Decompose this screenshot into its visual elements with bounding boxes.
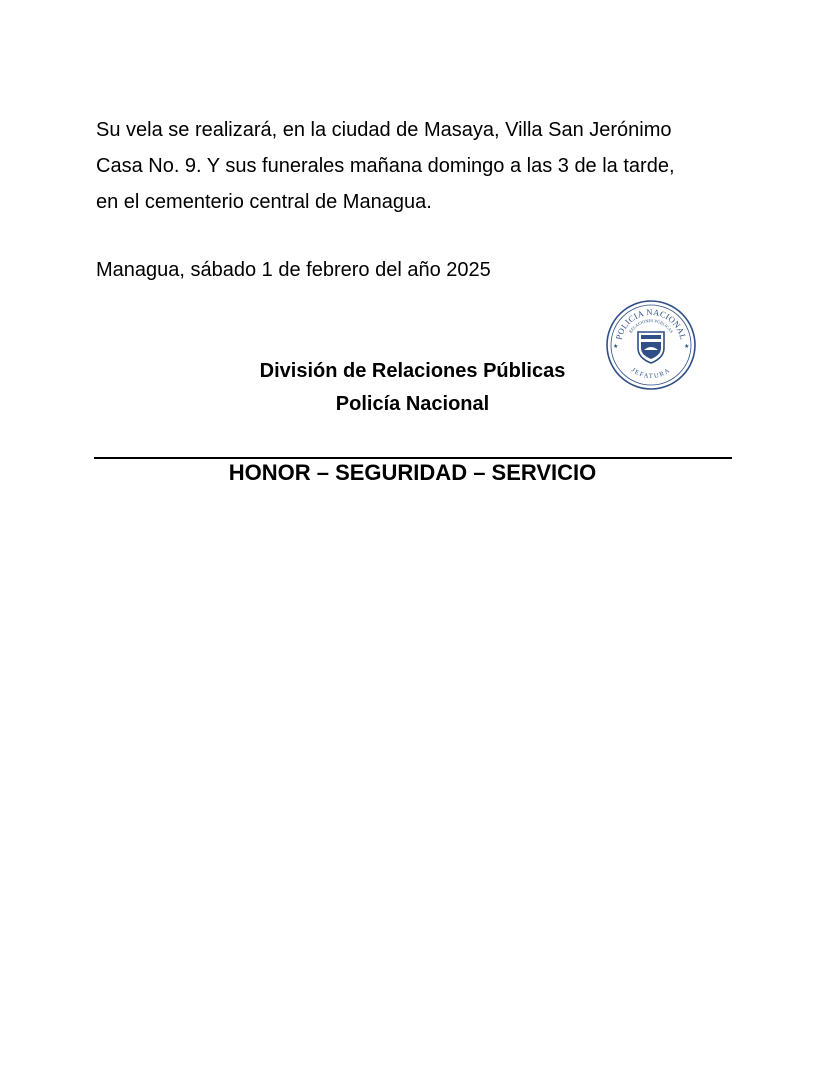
signature-division <box>0 355 825 388</box>
signature-institution-text: Policía Nacional <box>335 393 490 415</box>
signature-division-text: División de Relaciones Públicas <box>259 360 566 382</box>
dateline: Managua, sábado 1 de febrero del año 2025 <box>96 259 491 281</box>
body-line-1: Su vela se realizará, en la ciudad de Masaya, Villa San Jerónimo <box>96 119 672 141</box>
footer-motto: HONOR – SEGURIDAD – SERVICIO <box>228 460 597 485</box>
seal-inner-text: RELACIONES PÚBLICAS <box>627 317 675 334</box>
signature-institution <box>0 388 825 421</box>
seal-star-right-icon: ★ <box>684 343 690 350</box>
seal-bottom-text: JEFATURA <box>629 366 673 381</box>
body-line-3: en el cementerio central de Managua. <box>96 191 432 213</box>
seal-star-left-icon: ★ <box>613 343 619 350</box>
seal-outer-text: POLICIA NACIONAL <box>613 306 689 341</box>
body-line-2: Casa No. 9. Y sus funerales mañana domingo a las 3 de la tarde, <box>96 155 675 177</box>
body-paragraph <box>96 112 756 220</box>
